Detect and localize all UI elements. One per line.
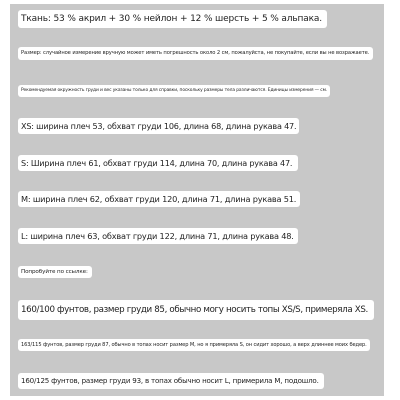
fabric-message: Ткань: 53 % акрил + 30 % нейлон + 12 % шерсть + 5 % альпака. <box>18 10 327 28</box>
size-l-message: L: ширина плеч 63, обхват груди 122, длина 71, длина рукава 48. <box>18 228 298 244</box>
size-xs-message: XS: ширина плеч 53, обхват груди 106, длина 68, длина рукава 47. <box>18 118 299 134</box>
recommendation-message: Рекомендуемая окружность груди и вес указаны только для справки, поскольку размеры тела различаются. Единицы измерения — см. <box>18 85 330 97</box>
size-note-message: Размер: случайное измерение вручную может иметь погрешность около 2 см, пожалуйста, не покупайте, если вы не возражаете. <box>18 47 373 60</box>
size-s-message: S: Ширина плеч 61, обхват груди 114, длина 70, длина рукава 47. <box>18 155 298 171</box>
size-m-message: M: ширина плеч 62, обхват груди 120, длина 71, длина рукава 51. <box>18 191 300 207</box>
example-2-message: 163/115 фунтов, размер груди 87, обычно в топах носит размер M, но я примеряла S, он сидит хорошо, а верх длиннее моих бедер. <box>18 339 370 351</box>
try-link-message: Попробуйте по ссылке: <box>18 266 92 278</box>
example-1-message: 160/100 фунтов, размер груди 85, обычно могу носить топы XS/S, примеряла XS. <box>18 300 374 320</box>
example-3-message: 160/125 фунтов, размер груди 93, в топах обычно носит L, примерила M, подошло. <box>18 373 324 389</box>
